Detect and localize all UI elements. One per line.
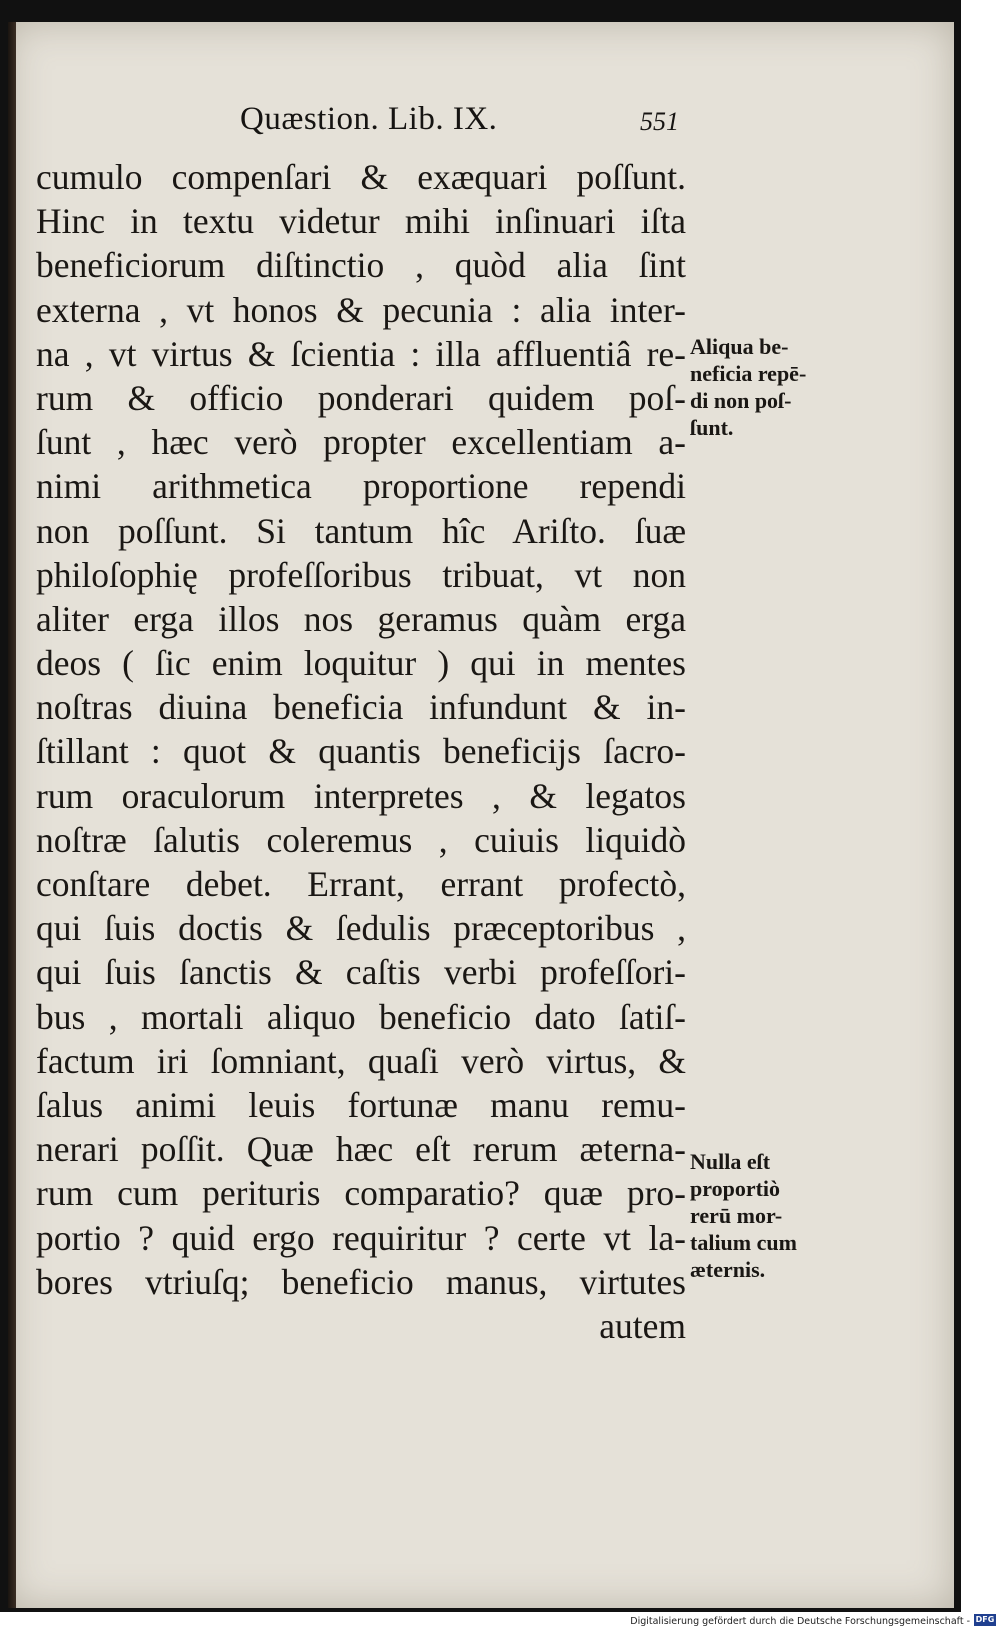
dfg-logo: DFG xyxy=(975,1615,995,1624)
text-line: cumulo compenſari & exæquari poſſunt. xyxy=(36,157,686,197)
text-line: ſunt , hæc verò propter excellentiam a- xyxy=(36,422,686,463)
running-title: Quæstion. Lib. IX. xyxy=(240,101,498,137)
text-line: rum cum perituris comparatio? quæ pro- xyxy=(36,1173,686,1214)
text-line: philoſophię profeſſoribus tribuat, vt non xyxy=(36,554,686,595)
margin-note-line: Aliqua be- xyxy=(690,334,789,359)
text-line: beneficiorum diſtinctio , quòd alia ſint xyxy=(36,245,686,286)
catchword: autem xyxy=(599,1305,686,1346)
text-line: ſtillant : quot & quantis beneficijs ſacro- xyxy=(36,731,686,772)
text-line: qui ſuis ſanctis & caſtis verbi profeſſori- xyxy=(36,952,686,993)
margin-note-1 xyxy=(690,333,840,441)
text-line: aliter erga illos nos geramus quàm erga xyxy=(36,598,686,639)
footer-credit: Digitalisierung gefördert durch die Deutsche Forschungsgemeinschaft - xyxy=(630,1616,970,1627)
page-spine-shadow xyxy=(8,22,16,1608)
text-line: qui ſuis doctis & ſedulis præceptoribus , xyxy=(36,908,686,949)
text-line: noſtræ ſalutis coleremus , cuiuis liquidò xyxy=(36,819,686,860)
text-line: rum & officio ponderari quidem poſ- xyxy=(36,377,686,418)
text-line: externa , vt honos & pecunia : alia inter- xyxy=(36,289,686,330)
text-line: bores vtriuſq; beneficio manus, virtutes xyxy=(36,1261,686,1302)
margin-note-line: æternis. xyxy=(690,1257,766,1282)
text-line: factum iri ſomniant, quaſi verò virtus, & xyxy=(36,1040,686,1081)
main-text-block xyxy=(36,155,686,1348)
text-line: Hinc in textu videtur mihi inſinuari iſta xyxy=(36,201,686,242)
margin-note-line: proportiò xyxy=(690,1176,781,1201)
text-line: nerari poſſit. Quæ hæc eſt rerum æterna- xyxy=(36,1129,686,1170)
running-header xyxy=(240,101,700,141)
text-line: ſalus animi leuis fortunæ manu remu- xyxy=(36,1084,686,1125)
margin-note-line: Nulla eſt xyxy=(690,1149,771,1174)
text-line: rum oraculorum interpretes , & legatos xyxy=(36,775,686,816)
text-line: noſtras diuina beneficia infundunt & in- xyxy=(36,687,686,728)
text-line: na , vt virtus & ſcientia : illa affluentiâ re- xyxy=(36,333,686,374)
margin-note-line: rerū mor- xyxy=(690,1203,783,1228)
margin-note-2 xyxy=(690,1148,840,1283)
text-line: conſtare debet. Errant, errant profectò, xyxy=(36,864,686,904)
margin-note-line: di non poſ- xyxy=(690,388,792,413)
text-line: nimi arithmetica proportione rependi xyxy=(36,466,686,507)
margin-note-line: talium cum xyxy=(690,1230,797,1255)
text-line: bus , mortali aliquo beneficio dato ſatiſ- xyxy=(36,996,686,1037)
text-line: non poſſunt. Si tantum hîc Ariſto. ſuæ xyxy=(36,510,686,551)
page-number: 551 xyxy=(640,107,679,136)
margin-note-line: ſunt. xyxy=(690,415,734,440)
text-line: portio ? quid ergo requiritur ? certe vt la- xyxy=(36,1217,686,1258)
margin-note-line: neficia repē- xyxy=(690,361,807,386)
text-line: deos ( ſic enim loquitur ) qui in mentes xyxy=(36,643,686,684)
